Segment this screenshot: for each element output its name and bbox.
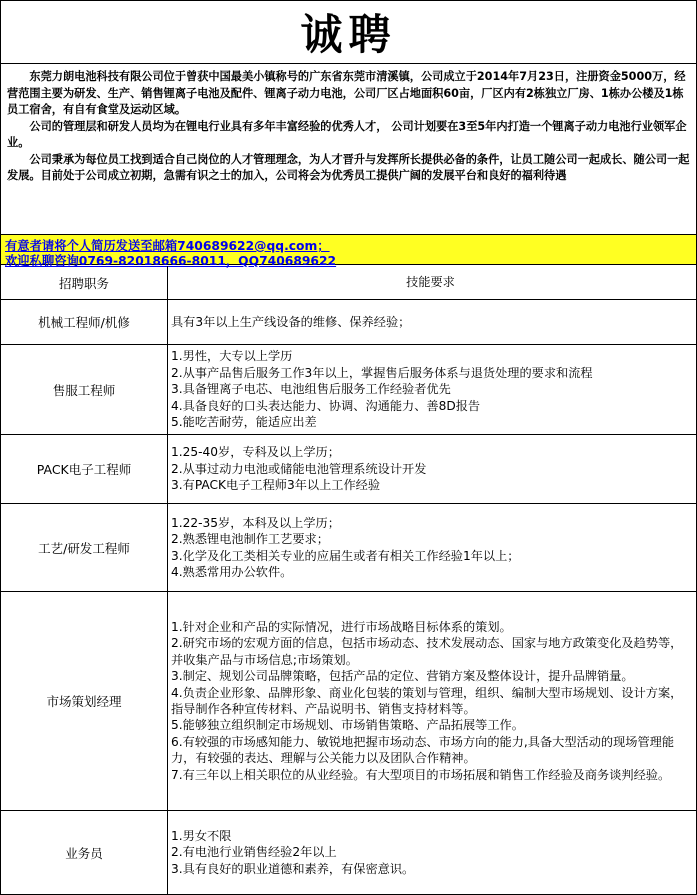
requirement-item: 4.具备良好的口头表达能力、协调、沟通能力、善8D报告 <box>171 398 481 413</box>
contact-banner <box>1 235 696 268</box>
requirement-item: 5.能够独立组织制定市场规划、市场销售策略、产品拓展等工作。 <box>171 718 524 733</box>
job-title: 售服工程师 <box>1 345 168 434</box>
requirement-item: 4.负责企业形象、品牌形象、商业化包装的策划与管理，组织、编制大型市场规划、设计方案，指导制作各种宣传材料、产品说明书、销售支持材料等。 <box>171 685 683 716</box>
intro-paragraph-team: 公司的管理层和研发人员均为在锂电行业具有多年丰富经验的优秀人才， 公司计划要在3至5年内打造一个锂离子动力电池行业领军企业。 <box>7 119 687 149</box>
intro-paragraph-culture: 公司秉承为每位员工找到适合自己岗位的人才管理理念，为人才晋升与发挥所长提供必备的条件，让员工随公司一起成长、随公司一起发展。目前处于公司成立初期，急需有识之士的加入，公司将会为优秀员工提供广阔的发展平台和良好的福利待遇 <box>7 152 690 182</box>
requirement-item: 2.熟悉锂电池制作工艺要求； <box>171 532 329 547</box>
requirement-item: 1.25-40岁，专科及以上学历； <box>171 445 340 460</box>
job-requirements <box>168 592 696 810</box>
job-title: 工艺/研发工程师 <box>1 504 168 591</box>
table-row <box>1 592 696 811</box>
requirement-item: 1.22-35岁，本科及以上学历； <box>171 515 340 530</box>
requirement-item: 1.男性，大专以上学历 <box>171 349 293 364</box>
requirement-item: 2.从事产品售后服务工作3年以上，掌握售后服务体系与退货处理的要求和流程 <box>171 365 593 380</box>
job-requirements <box>168 435 696 503</box>
requirement-item: 4.熟悉常用办公软件。 <box>171 564 293 579</box>
job-requirements <box>168 345 696 434</box>
requirement-item: 3.化学及化工类相关专业的应届生或者有相关工作经验1年以上； <box>171 548 520 563</box>
requirement-item: 1.男女不限 <box>171 828 232 843</box>
requirement-item: 3.具有良好的职业道德和素养，有保密意识。 <box>171 861 415 876</box>
table-row <box>1 811 696 894</box>
requirement-item: 3.具备锂离子电芯、电池组售后服务工作经验者优先 <box>171 382 451 397</box>
requirement-item: 7.有三年以上相关职位的从业经验。有大型项目的市场拓展和销售工作经验及商务谈判经验。 <box>171 767 671 782</box>
requirement-item: 具有3年以上生产线设备的维修、保养经验； <box>171 314 411 329</box>
table-header-row <box>1 266 696 300</box>
requirement-item: 1.针对企业和产品的实际情况，进行市场战略目标体系的策划。 <box>171 619 512 634</box>
job-requirements <box>168 504 696 591</box>
table-row <box>1 504 696 592</box>
header-position: 招聘职务 <box>1 266 168 299</box>
contact-phone-link[interactable]: 欢迎私聊咨询0769-82018666-8011，QQ740689622 <box>5 254 337 268</box>
requirement-item: 2.研究市场的宏观方面的信息，包括市场动态、技术发展动态、国家与地方政策变化及趋势等，并收集产品与市场信息;市场策划。 <box>171 636 683 667</box>
job-title: 机械工程师/机修 <box>1 300 168 344</box>
job-title: PACK电子工程师 <box>1 435 168 503</box>
company-intro <box>1 64 696 235</box>
requirement-item: 3.有PACK电子工程师3年以上工作经验 <box>171 478 381 493</box>
job-title: 业务员 <box>1 811 168 894</box>
table-row <box>1 345 696 435</box>
contact-email-link[interactable]: 有意者请将个人简历发送至邮箱740689622@qq.com； <box>5 239 330 253</box>
job-requirements <box>168 811 696 894</box>
job-requirements <box>168 300 696 344</box>
page-title: 诚聘 <box>1 1 696 64</box>
requirement-item: 5.能吃苦耐劳，能适应出差 <box>171 415 317 430</box>
job-title: 市场策划经理 <box>1 592 168 810</box>
requirement-item: 6.有较强的市场感知能力、敏锐地把握市场动态、市场方向的能力,具备大型活动的现场管理能力，有较强的表达、理解与公关能力以及团队合作精神。 <box>171 734 675 766</box>
table-row <box>1 435 696 504</box>
requirement-item: 3.制定、规划公司品牌策略，包括产品的定位、营销方案及整体设计，提升品牌销量。 <box>171 669 634 684</box>
header-requirements: 技能要求 <box>406 275 455 290</box>
requirement-item: 2.有电池行业销售经验2年以上 <box>171 845 337 860</box>
requirement-item: 2.从事过动力电池或储能电池管理系统设计开发 <box>171 461 427 476</box>
intro-paragraph-company: 东莞力朗电池科技有限公司位于曾获中国最美小镇称号的广东省东莞市清溪镇，公司成立于2014年7月23日，注册资金5000万，经营范围主要为研发、生产、销售锂离子电池及配件、锂离子动力电池，公司厂区占地面积60亩，厂区内有2栋独立厂房、1栋办公楼及1栋员工宿舍，有自有食堂及运动区域。 <box>7 70 686 116</box>
table-row <box>1 300 696 345</box>
